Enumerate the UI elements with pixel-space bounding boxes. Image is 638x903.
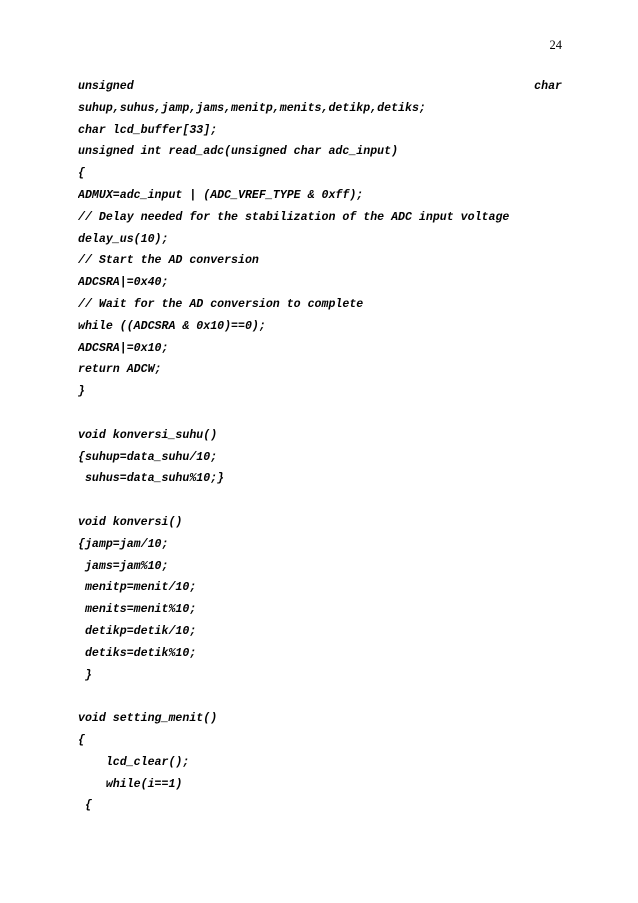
code-line: suhup,suhus,jamp,jams,menitp,menits,detikp,detiks; <box>78 101 426 115</box>
code-token-char: char <box>534 80 562 93</box>
code-line: detikp=detik/10; <box>78 624 197 638</box>
code-token-unsigned: unsigned <box>78 80 134 93</box>
code-line: menitp=menit/10; <box>78 581 197 595</box>
code-line: char lcd_buffer[33]; <box>78 123 218 137</box>
code-line: while(i==1) <box>78 777 183 791</box>
code-lines <box>78 98 562 817</box>
code-line: } <box>78 668 92 682</box>
code-line: void setting_menit() <box>78 712 218 726</box>
code-line: suhus=data_suhu%10;} <box>78 472 225 486</box>
page-number: 24 <box>549 38 562 52</box>
code-line: while ((ADCSRA & 0x10)==0); <box>78 319 266 333</box>
code-line: } <box>78 385 85 399</box>
code-line: menits=menit%10; <box>78 603 197 617</box>
code-line: { <box>78 799 92 813</box>
code-line: ADMUX=adc_input | (ADC_VREF_TYPE & 0xff); <box>78 188 364 202</box>
code-line: ADCSRA|=0x40; <box>78 276 169 290</box>
code-line-justified <box>78 76 562 98</box>
code-line: void konversi() <box>78 515 183 529</box>
code-line: detiks=detik%10; <box>78 646 197 660</box>
code-line: // Start the AD conversion <box>78 254 259 268</box>
code-line <box>78 403 562 425</box>
code-listing <box>78 76 562 817</box>
code-line: { <box>78 167 85 181</box>
code-line: lcd_clear(); <box>78 755 190 769</box>
code-line: delay_us(10); <box>78 232 169 246</box>
code-line: {suhup=data_suhu/10; <box>78 450 218 464</box>
code-line: ADCSRA|=0x10; <box>78 341 169 355</box>
code-line: {jamp=jam/10; <box>78 537 169 551</box>
code-line: { <box>78 733 85 747</box>
code-line <box>78 686 562 708</box>
code-line: return ADCW; <box>78 363 162 377</box>
code-line <box>78 490 562 512</box>
code-line: void konversi_suhu() <box>78 428 218 442</box>
code-line: jams=jam%10; <box>78 559 169 573</box>
code-line: unsigned int read_adc(unsigned char adc_input) <box>78 145 399 159</box>
code-line: // Wait for the AD conversion to complete <box>78 297 364 311</box>
code-line: // Delay needed for the stabilization of the ADC input voltage <box>78 210 510 224</box>
